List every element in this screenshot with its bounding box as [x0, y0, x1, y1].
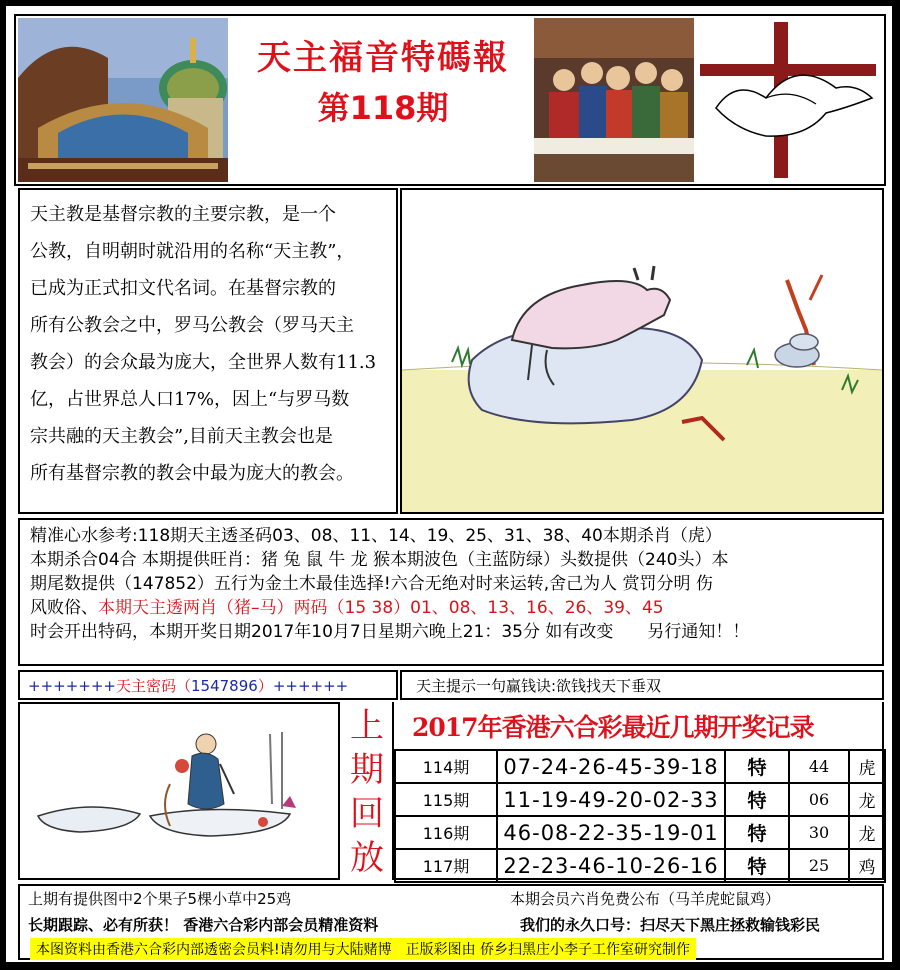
- period-cell: 117期: [395, 849, 497, 882]
- period-cell: 114期: [395, 750, 497, 783]
- ox-picture-box: [400, 188, 884, 514]
- hint-text: 天主提示一句赢钱诀:欲钱找天下垂双: [416, 677, 662, 695]
- results-box: [392, 702, 884, 880]
- zodiac-cell: 虎: [849, 750, 885, 783]
- review-picture-box: [18, 702, 340, 880]
- review-illustration: [20, 704, 338, 878]
- table-row: [395, 816, 885, 849]
- intro-line: 所有基督宗教的教会中最为庞大的教会。: [30, 463, 354, 484]
- numbers-cell: 07-24-26-45-39-18: [497, 750, 725, 783]
- table-row: [395, 750, 885, 783]
- intro-line: 公教，自明朝时就沿用的名称“天主教”，: [30, 241, 355, 262]
- zodiac-cell: 鸡: [849, 849, 885, 882]
- hint-bar: [400, 670, 884, 700]
- special-label: 特: [725, 750, 789, 783]
- page: [4, 4, 894, 964]
- period-cell: 116期: [395, 816, 497, 849]
- reference-line: 精准心水参考:118期天主透圣码03、08、11、14、19、25、31、38、40本期杀肖（虎）: [30, 526, 722, 546]
- special-label: 特: [725, 816, 789, 849]
- results-table: [394, 749, 886, 883]
- reference-line: 风败俗、本期天主透两肖（猪–马）两码（15 38）01、08、13、16、26、39、45: [30, 598, 664, 618]
- intro-line: 宗共融的天主教会”,目前天主教会也是: [30, 426, 333, 447]
- church-image: [18, 18, 228, 182]
- ox-illustration: [402, 190, 882, 512]
- special-number: 06: [789, 783, 849, 816]
- period-cell: 115期: [395, 783, 497, 816]
- report-title-block: [238, 30, 528, 129]
- footer-right-1: 本期会员六肖免费公布（马羊虎蛇鼠鸡）: [510, 890, 781, 908]
- special-label: 特: [725, 849, 789, 882]
- reference-text: [20, 520, 882, 648]
- footer-box: [18, 884, 884, 960]
- reference-box: [18, 518, 884, 666]
- footer-disclaimer: 本图资料由香港六合彩内部透密会员料!请勿用与大陆赌博 正版彩图由 侨乡扫黑庄小李子工作室研究制作: [30, 938, 696, 960]
- numbers-cell: 11-19-49-20-02-33: [497, 783, 725, 816]
- footer-left-1: 上期有提供图中2个果子5棵小草中25鸡: [28, 890, 292, 908]
- zodiac-cell: 龙: [849, 816, 885, 849]
- secret-code-bar: +++++++天主密码（1547896）++++++: [18, 670, 398, 700]
- issue-number: 第118期: [317, 89, 449, 127]
- special-number: 44: [789, 750, 849, 783]
- reference-line: 期尾数提供（147852）五行为金土木最佳选择!六合无绝对时来运转,舍己为人 赏罚分明 伤: [30, 574, 713, 594]
- numbers-cell: 22-23-46-10-26-16: [497, 849, 725, 882]
- special-label: 特: [725, 783, 789, 816]
- intro-text: [20, 190, 396, 492]
- reference-line: 本期杀合04合 本期提供旺肖：猪 兔 鼠 牛 龙 猴本期波色（主蓝防绿）头数提供（240头）本: [30, 550, 729, 570]
- reference-line: 时会开出特码，本期开奖日期2017年10月7日星期六晚上21：35分 如有改变 另行通知！！: [30, 622, 750, 642]
- review-label: 上 期 回 放: [350, 706, 384, 878]
- special-number: 30: [789, 816, 849, 849]
- numbers-cell: 46-08-22-35-19-01: [497, 816, 725, 849]
- results-title: 2017年香港六合彩最近几期开奖记录: [412, 713, 814, 742]
- highlight-prediction: 本期天主透两肖（猪–马）两码（15 38）01、08、13、16、26、39、45: [98, 598, 664, 618]
- cross-dove-image: [696, 18, 882, 182]
- footer-right-2: 我们的永久口号：扫尽天下黑庄拯救输钱彩民: [520, 916, 821, 934]
- special-number: 25: [789, 849, 849, 882]
- report-title: 天主福音特碼報: [257, 38, 509, 78]
- intro-line: 亿，占世界总人口17%，因上“与罗马数: [30, 389, 350, 410]
- intro-text-box: [18, 188, 398, 514]
- table-row: [395, 783, 885, 816]
- zodiac-cell: 龙: [849, 783, 885, 816]
- intro-line: 所有公教会之中，罗马公教会（罗马天主: [30, 315, 354, 336]
- last-supper-image: [534, 18, 694, 182]
- intro-line: 教会）的会众最为庞大，全世界人数有11.3: [30, 352, 377, 373]
- intro-line: 天主教是基督宗教的主要宗教，是一个: [30, 204, 336, 225]
- secret-code: 1547896: [191, 677, 258, 695]
- footer-left-2: 长期跟踪、必有所获！ 香港六合彩内部会员精准资料: [28, 916, 379, 934]
- table-row: [395, 849, 885, 882]
- intro-line: 已成为正式扣文代名词。在基督宗教的: [30, 278, 336, 299]
